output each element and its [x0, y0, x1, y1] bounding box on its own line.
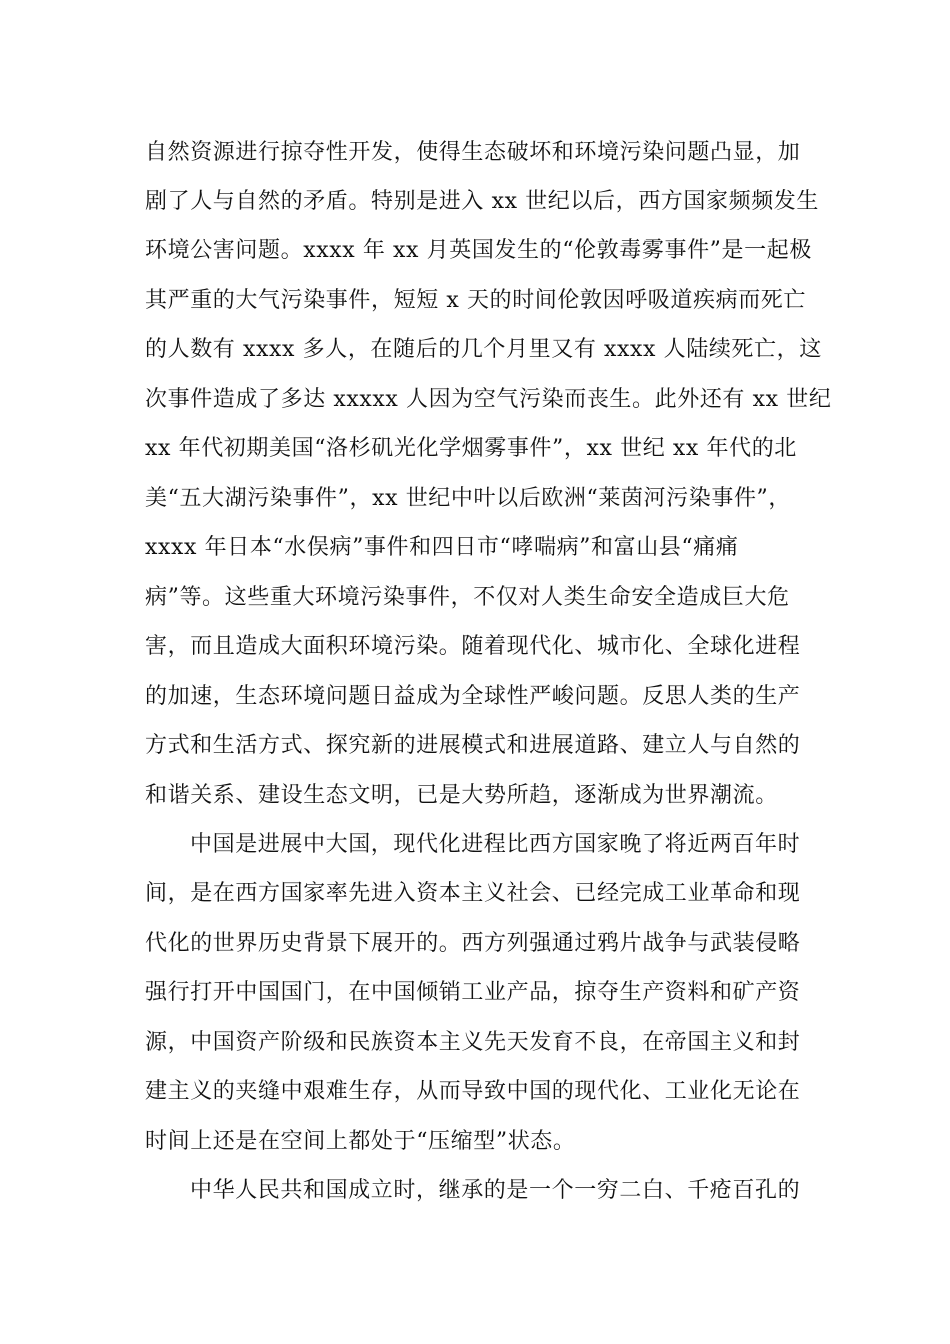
text-line-16: 间，是在西方国家率先进入资本主义社会、已经完成工业革命和现	[145, 881, 801, 906]
text-line-21: 时间上还是在空间上都处于“压缩型”状态。	[145, 1129, 576, 1154]
text-line-1: 自然资源进行掠夺性开发，使得生态破坏和环境污染问题凸显，加	[145, 140, 801, 165]
text-line-5: 的人数有 xxxx 多人，在随后的几个月里又有 xxxx 人陆续死亡，这	[145, 337, 822, 362]
text-line-19: 源，中国资产阶级和民族资本主义先天发育不良，在帝国主义和封	[145, 1030, 801, 1055]
text-line-17: 代化的世界历史背景下展开的。西方列强通过鸦片战争与武装侵略	[145, 931, 801, 956]
text-line-12: 的加速，生态环境问题日益成为全球性严峻问题。反思人类的生产	[145, 684, 801, 709]
text-line-3: 环境公害问题。xxxx 年 xx 月英国发生的“伦敦毒雾事件”是一起极	[145, 238, 812, 263]
text-line-6: 次事件造成了多达 xxxxx 人因为空气污染而丧生。此外还有 xx 世纪	[145, 387, 832, 412]
text-line-8: 美“五大湖污染事件”，xx 世纪中叶以后欧洲“莱茵河污染事件”，	[145, 486, 791, 511]
text-line-18: 强行打开中国国门，在中国倾销工业产品，掠夺生产资料和矿产资	[145, 980, 801, 1005]
text-line-11: 害，而且造成大面积环境污染。随着现代化、城市化、全球化进程	[145, 634, 801, 659]
text-line-2: 剧了人与自然的矛盾。特别是进入 xx 世纪以后，西方国家频频发生	[145, 189, 820, 214]
text-line-7: xx 年代初期美国“洛杉矶光化学烟雾事件”，xx 世纪 xx 年代的北	[145, 436, 797, 461]
text-line-9: xxxx 年日本“水俣病”事件和四日市“哮喘病”和富山县“痛痛	[145, 535, 739, 560]
text-line-10: 病”等。这些重大环境污染事件，不仅对人类生命安全造成巨大危	[145, 585, 790, 610]
text-line-15: 中国是进展中大国，现代化进程比西方国家晚了将近两百年时	[190, 832, 801, 857]
text-line-4: 其严重的大气污染事件，短短 x 天的时间伦敦因呼吸道疾病而死亡	[145, 288, 806, 313]
text-line-14: 和谐关系、建设生态文明，已是大势所趋，逐渐成为世界潮流。	[145, 783, 778, 808]
text-line-20: 建主义的夹缝中艰难生存，从而导致中国的现代化、工业化无论在	[145, 1079, 801, 1104]
text-line-13: 方式和生活方式、探究新的进展模式和进展道路、建立人与自然的	[145, 733, 801, 758]
text-line-22: 中华人民共和国成立时，继承的是一个一穷二白、千疮百孔的	[190, 1178, 801, 1203]
